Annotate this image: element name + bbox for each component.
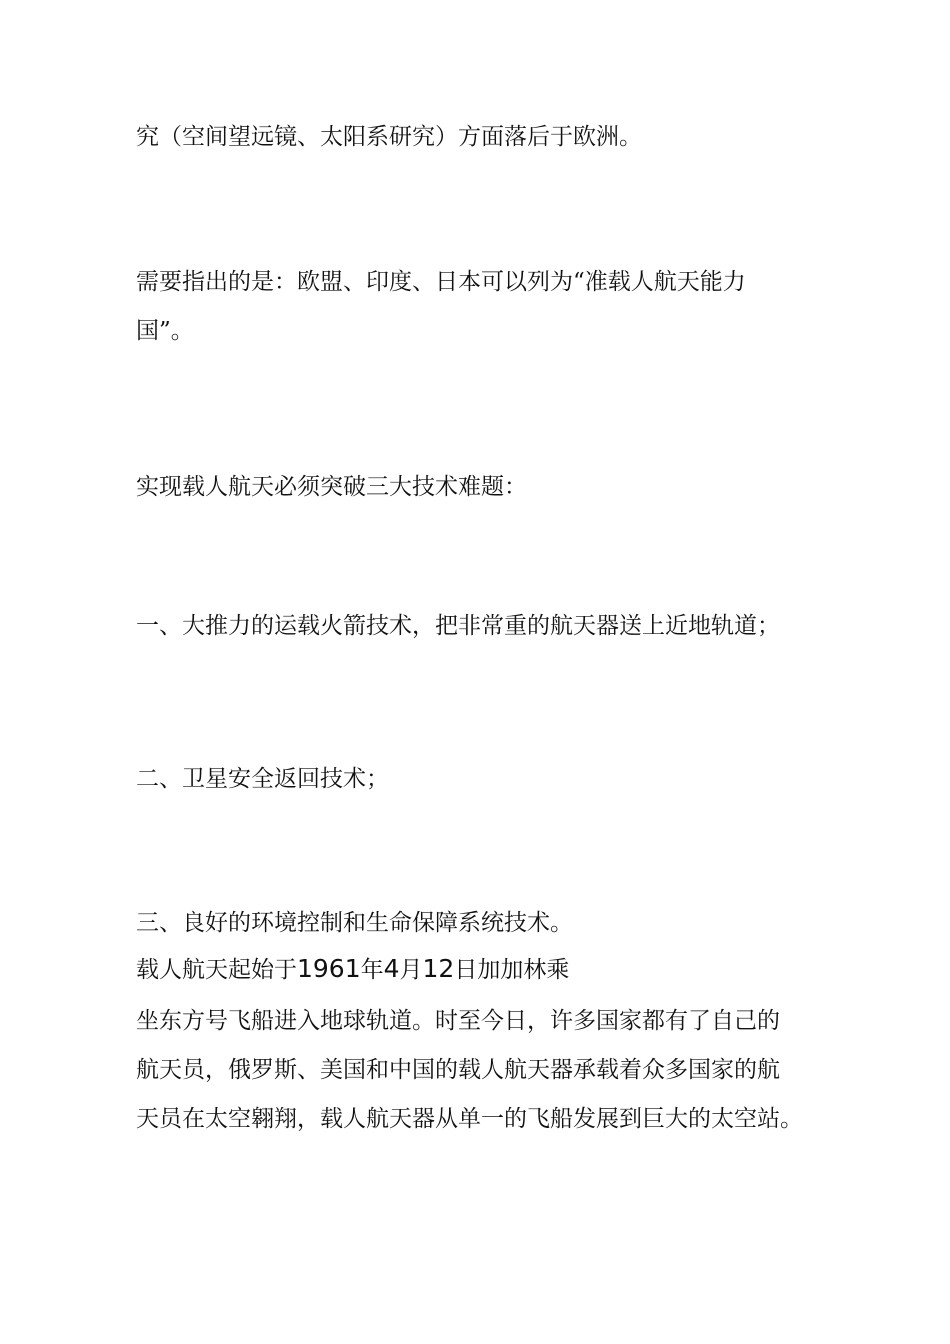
list-item-life-support-tech: 三、良好的环境控制和生命保障系统技术。 (136, 910, 573, 936)
date-month: 4 (383, 954, 400, 983)
paragraph-three-challenges: 实现载人航天必须突破三大技术难题： (136, 474, 527, 500)
paragraph-history-line3: 天员在太空翱翔，载人航天器从单一的飞船发展到巨大的太空站。 (136, 1106, 803, 1132)
text-segment: 年 (360, 957, 384, 983)
paragraph-research-lag: 究（空间望远镜、太阳系研究）方面落后于欧洲。 (136, 124, 642, 150)
text-segment: 载人航天起始于 (136, 957, 297, 983)
paragraph-history-line2: 航天员，俄罗斯、美国和中国的载人航天器承载着众多国家的航 (136, 1057, 780, 1083)
text-segment: 月 (399, 957, 423, 983)
text-segment: 日加加林乘 (454, 957, 570, 983)
paragraph-quasi-nations-line2: 国”。 (136, 318, 194, 344)
date-day: 12 (422, 954, 455, 983)
paragraph-history-line1: 坐东方号飞船进入地球轨道。时至今日，许多国家都有了自己的 (136, 1008, 780, 1034)
paragraph-gagarin-start (136, 954, 569, 985)
list-item-return-tech: 二、卫星安全返回技术； (136, 766, 389, 792)
paragraph-quasi-nations-line1: 需要指出的是：欧盟、印度、日本可以列为“准载人航天能力 (136, 269, 746, 295)
list-item-rocket-tech: 一、大推力的运载火箭技术，把非常重的航天器送上近地轨道； (136, 613, 780, 639)
date-year: 1961 (297, 954, 361, 983)
